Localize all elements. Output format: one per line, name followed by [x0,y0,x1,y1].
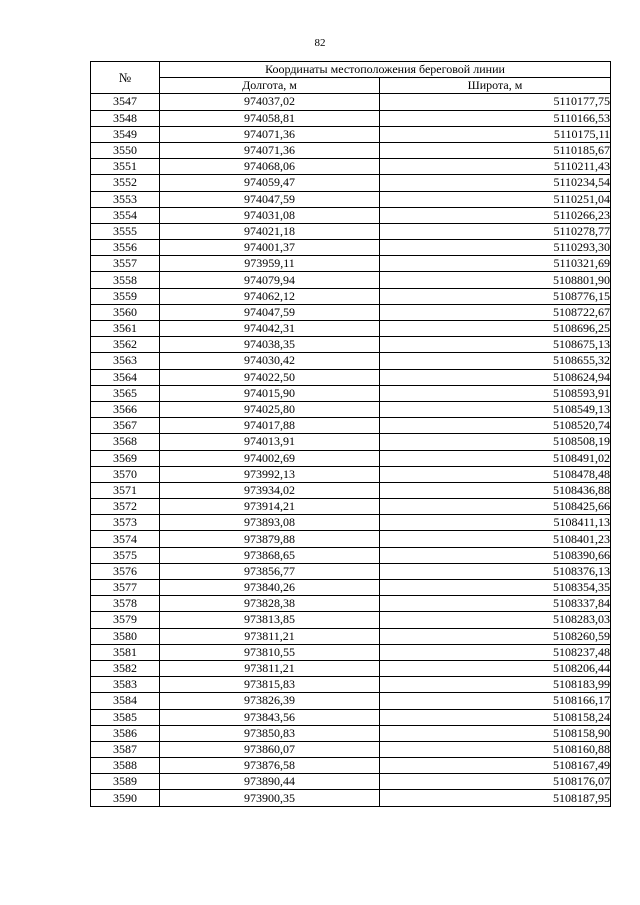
table-body [91,94,611,806]
longitude-cell: 974071,36 [160,126,380,142]
table-row [91,644,611,660]
longitude-cell: 973992,13 [160,466,380,482]
latitude-cell: 5108390,66 [380,547,611,563]
latitude-cell: 5108696,25 [380,321,611,337]
longitude-cell: 974058,81 [160,110,380,126]
longitude-cell: 973879,88 [160,531,380,547]
table-row [91,741,611,757]
point-number-cell: 3559 [91,288,160,304]
latitude-cell: 5108675,13 [380,337,611,353]
point-number-cell: 3579 [91,612,160,628]
latitude-cell: 5108520,74 [380,418,611,434]
longitude-cell: 974002,69 [160,450,380,466]
latitude-cell: 5110251,04 [380,191,611,207]
table-row [91,304,611,320]
table-row [91,175,611,191]
point-number-cell: 3585 [91,709,160,725]
latitude-cell: 5108655,32 [380,353,611,369]
table-row [91,126,611,142]
latitude-cell: 5108411,13 [380,515,611,531]
longitude-cell: 974062,12 [160,288,380,304]
latitude-cell: 5108436,88 [380,482,611,498]
latitude-cell: 5108376,13 [380,563,611,579]
latitude-cell: 5108722,67 [380,304,611,320]
point-number-cell: 3586 [91,725,160,741]
point-number-cell: 3556 [91,240,160,256]
table-row [91,612,611,628]
longitude-cell: 973914,21 [160,499,380,515]
point-number-cell: 3565 [91,385,160,401]
table-row [91,401,611,417]
table-row [91,660,611,676]
point-number-cell: 3573 [91,515,160,531]
latitude-cell: 5108260,59 [380,628,611,644]
longitude-cell: 974022,50 [160,369,380,385]
table-row [91,709,611,725]
point-number-cell: 3588 [91,758,160,774]
table-row [91,369,611,385]
column-header-longitude: Долгота, м [160,78,380,94]
table-row [91,563,611,579]
longitude-cell: 974038,35 [160,337,380,353]
table-row [91,159,611,175]
point-number-cell: 3571 [91,482,160,498]
table-row [91,385,611,401]
longitude-cell: 974047,59 [160,191,380,207]
longitude-cell: 973860,07 [160,741,380,757]
latitude-cell: 5108354,35 [380,580,611,596]
point-number-cell: 3583 [91,677,160,693]
point-number-cell: 3553 [91,191,160,207]
point-number-cell: 3548 [91,110,160,126]
table-row [91,580,611,596]
latitude-cell: 5108624,94 [380,369,611,385]
latitude-cell: 5108801,90 [380,272,611,288]
point-number-cell: 3570 [91,466,160,482]
column-header-latitude: Широта, м [380,78,611,94]
point-number-cell: 3589 [91,774,160,790]
latitude-cell: 5108176,07 [380,774,611,790]
point-number-cell: 3551 [91,159,160,175]
longitude-cell: 974068,06 [160,159,380,175]
longitude-cell: 974047,59 [160,304,380,320]
longitude-cell: 973959,11 [160,256,380,272]
table-row [91,790,611,806]
longitude-cell: 973826,39 [160,693,380,709]
point-number-cell: 3576 [91,563,160,579]
table-row [91,337,611,353]
longitude-cell: 974030,42 [160,353,380,369]
point-number-cell: 3560 [91,304,160,320]
latitude-cell: 5110185,67 [380,142,611,158]
longitude-cell: 973868,65 [160,547,380,563]
table-row [91,434,611,450]
longitude-cell: 973813,85 [160,612,380,628]
latitude-cell: 5108166,17 [380,693,611,709]
table-row [91,482,611,498]
longitude-cell: 973811,21 [160,628,380,644]
table-row [91,466,611,482]
table-row [91,256,611,272]
latitude-cell: 5108549,13 [380,401,611,417]
point-number-cell: 3549 [91,126,160,142]
latitude-cell: 5110177,75 [380,94,611,110]
longitude-cell: 973810,55 [160,644,380,660]
longitude-cell: 973856,77 [160,563,380,579]
longitude-cell: 973876,58 [160,758,380,774]
latitude-cell: 5108160,88 [380,741,611,757]
latitude-cell: 5110293,30 [380,240,611,256]
table-row [91,677,611,693]
latitude-cell: 5108158,90 [380,725,611,741]
longitude-cell: 973893,08 [160,515,380,531]
longitude-cell: 973811,21 [160,660,380,676]
longitude-cell: 974013,91 [160,434,380,450]
point-number-cell: 3558 [91,272,160,288]
latitude-cell: 5108237,48 [380,644,611,660]
latitude-cell: 5108491,02 [380,450,611,466]
point-number-cell: 3552 [91,175,160,191]
longitude-cell: 973843,56 [160,709,380,725]
longitude-cell: 973840,26 [160,580,380,596]
longitude-cell: 973828,38 [160,596,380,612]
latitude-cell: 5108167,49 [380,758,611,774]
longitude-cell: 973815,83 [160,677,380,693]
table-row [91,321,611,337]
table-row [91,272,611,288]
longitude-cell: 974079,94 [160,272,380,288]
table-row [91,223,611,239]
table-row [91,596,611,612]
point-number-cell: 3578 [91,596,160,612]
point-number-cell: 3580 [91,628,160,644]
latitude-cell: 5108478,48 [380,466,611,482]
point-number-cell: 3561 [91,321,160,337]
table-row [91,207,611,223]
latitude-cell: 5110321,69 [380,256,611,272]
table-row [91,450,611,466]
table-row [91,110,611,126]
table-row [91,418,611,434]
longitude-cell: 974021,18 [160,223,380,239]
point-number-cell: 3566 [91,401,160,417]
point-number-cell: 3555 [91,223,160,239]
latitude-cell: 5110266,23 [380,207,611,223]
point-number-cell: 3557 [91,256,160,272]
latitude-cell: 5108183,99 [380,677,611,693]
latitude-cell: 5108593,91 [380,385,611,401]
point-number-cell: 3554 [91,207,160,223]
longitude-cell: 974042,31 [160,321,380,337]
table-row [91,531,611,547]
point-number-cell: 3562 [91,337,160,353]
page-number: 82 [314,37,326,49]
latitude-cell: 5108187,95 [380,790,611,806]
table-row [91,515,611,531]
latitude-cell: 5110211,43 [380,159,611,175]
point-number-cell: 3582 [91,660,160,676]
point-number-cell: 3590 [91,790,160,806]
table-row [91,353,611,369]
point-number-cell: 3564 [91,369,160,385]
latitude-cell: 5108337,84 [380,596,611,612]
point-number-cell: 3587 [91,741,160,757]
latitude-cell: 5108401,23 [380,531,611,547]
table-row [91,725,611,741]
longitude-cell: 973900,35 [160,790,380,806]
point-number-cell: 3581 [91,644,160,660]
table-row [91,288,611,304]
point-number-cell: 3567 [91,418,160,434]
point-number-cell: 3568 [91,434,160,450]
latitude-cell: 5108158,24 [380,709,611,725]
column-header-number: № [91,62,160,94]
latitude-cell: 5108508,19 [380,434,611,450]
table-row [91,94,611,110]
point-number-cell: 3577 [91,580,160,596]
point-number-cell: 3572 [91,499,160,515]
point-number-cell: 3575 [91,547,160,563]
point-number-cell: 3574 [91,531,160,547]
table-row [91,142,611,158]
longitude-cell: 974037,02 [160,94,380,110]
table-row [91,240,611,256]
latitude-cell: 5110278,77 [380,223,611,239]
latitude-cell: 5108283,03 [380,612,611,628]
point-number-cell: 3584 [91,693,160,709]
longitude-cell: 973934,02 [160,482,380,498]
table-row [91,693,611,709]
table-row [91,774,611,790]
table-row [91,191,611,207]
latitude-cell: 5108776,15 [380,288,611,304]
longitude-cell: 974031,08 [160,207,380,223]
table-row [91,499,611,515]
longitude-cell: 974001,37 [160,240,380,256]
table-row [91,758,611,774]
longitude-cell: 973850,83 [160,725,380,741]
table-header-row [91,62,611,78]
longitude-cell: 974015,90 [160,385,380,401]
longitude-cell: 974071,36 [160,142,380,158]
point-number-cell: 3563 [91,353,160,369]
point-number-cell: 3547 [91,94,160,110]
latitude-cell: 5110234,54 [380,175,611,191]
column-group-header-coordinates: Координаты местоположения береговой линии [160,62,611,78]
longitude-cell: 973890,44 [160,774,380,790]
point-number-cell: 3569 [91,450,160,466]
coordinates-table [90,61,611,807]
table-subheader-row [91,78,611,94]
longitude-cell: 974025,80 [160,401,380,417]
longitude-cell: 974059,47 [160,175,380,191]
point-number-cell: 3550 [91,142,160,158]
table-row [91,628,611,644]
latitude-cell: 5108206,44 [380,660,611,676]
latitude-cell: 5110175,11 [380,126,611,142]
latitude-cell: 5108425,66 [380,499,611,515]
table-row [91,547,611,563]
latitude-cell: 5110166,53 [380,110,611,126]
longitude-cell: 974017,88 [160,418,380,434]
